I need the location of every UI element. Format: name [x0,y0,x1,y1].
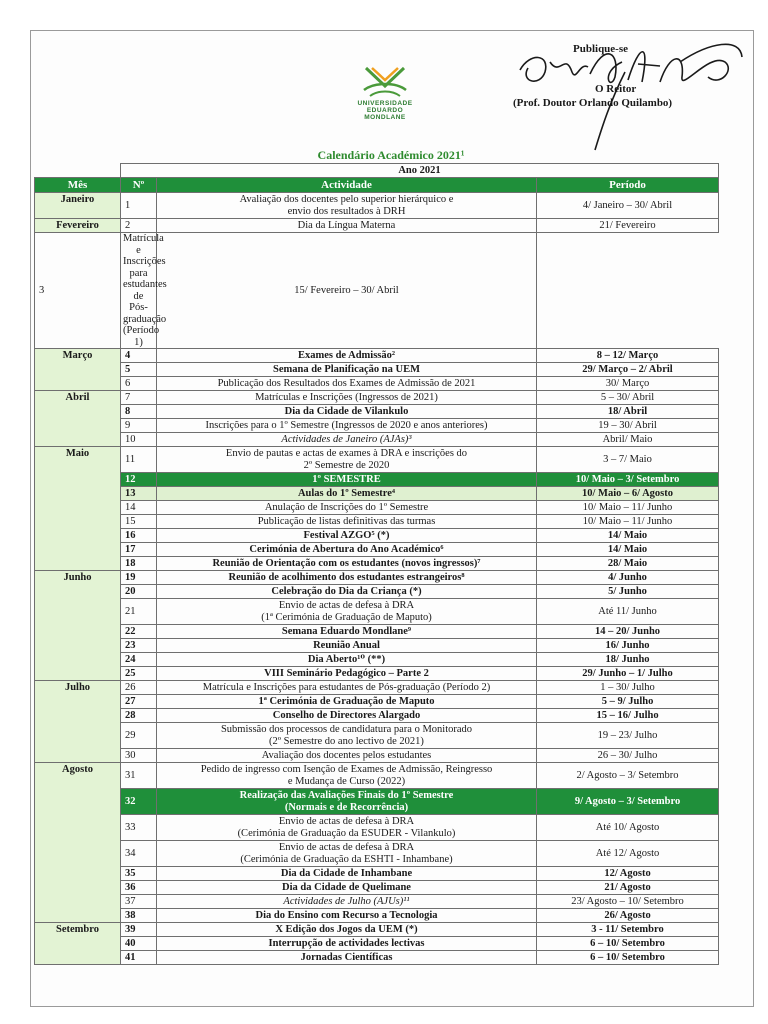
activity-text: Avaliação dos docentes pelo superior hierárquico e [239,194,454,205]
activity-text: 1º SEMESTRE [312,473,381,485]
activity-text: Semana de Planificação na UEM [273,363,420,375]
row-number: 13 [121,487,157,501]
table-row [35,923,719,937]
period-cell: 18/ Abril [537,405,719,419]
reitor-name: (Prof. Doutor Orlando Quilambo) [513,97,673,109]
activity-text: Aulas do 1º Semestre⁴ [297,487,396,499]
period-cell: 14/ Maio [537,543,719,557]
period-cell: 18/ Junho [537,653,719,667]
period-cell: 15 – 16/ Julho [537,709,719,723]
period-cell: 4/ Janeiro – 30/ Abril [537,193,719,219]
table-row [35,789,719,815]
activity-cell [157,557,537,571]
activity-cell [157,695,537,709]
table-row [35,405,719,419]
activity-text: Submissão dos processos de candidatura para o Monitorado [220,724,473,735]
table-row [35,895,719,909]
row-number: 32 [121,789,157,815]
activity-text: Dia Aberto¹⁰ (**) [307,653,386,665]
activity-text: Publicação de listas definitivas das turmas [257,515,436,527]
row-number: 9 [121,419,157,433]
table-row [35,571,719,585]
period-cell: 2/ Agosto – 3/ Setembro [537,763,719,789]
activity-cell [157,487,537,501]
activity-cell [121,233,167,349]
activity-cell [157,723,537,749]
table-row [35,625,719,639]
activity-text: Matrícula e Inscrições para estudantes de Pós-graduação (Período 1) [123,233,167,348]
table-header [35,178,719,193]
activity-text: Dia do Ensino com Recurso a Tecnologia [255,909,438,921]
activity-cell [157,895,537,909]
activity-text: Inscrições para o 1º Semestre (Ingressos de 2020 e anos anteriores) [205,419,488,431]
university-logo [350,64,420,134]
period-cell: 15/ Fevereiro – 30/ Abril [157,233,537,349]
activity-text: envio dos resultados à DRH [287,205,406,217]
uem-emblem-icon [362,64,408,100]
activity-cell [157,473,537,487]
col-actividade: Actividade [157,178,537,193]
row-number: 12 [121,473,157,487]
period-cell: 19 – 23/ Julho [537,723,719,749]
activity-cell [157,447,537,473]
activity-text: Dia da Cidade de Inhambane [280,867,413,879]
row-number: 24 [121,653,157,667]
activity-text: Envio de actas de defesa à DRA [278,816,415,827]
table-row [35,723,719,749]
activity-text: Dia da Língua Materna [297,219,396,231]
activity-text: (Cerimónia de Graduação da ESUDER - Vilankulo) [237,827,456,839]
activity-cell [157,391,537,405]
row-number: 26 [121,681,157,695]
period-cell: 3 – 7/ Maio [537,447,719,473]
period-cell: 8 – 12/ Março [537,349,719,363]
table-row [35,419,719,433]
period-cell: 9/ Agosto – 3/ Setembro [537,789,719,815]
row-number: 30 [121,749,157,763]
row-number: 37 [121,895,157,909]
activity-text: Reunião Anual [313,639,380,651]
period-cell: 5 – 30/ Abril [537,391,719,405]
period-cell: 29/ Março – 2/ Abril [537,363,719,377]
period-cell: 16/ Junho [537,639,719,653]
activity-text: Publicação dos Resultados dos Exames de Admissão de 2021 [217,377,476,389]
row-number: 11 [121,447,157,473]
activity-cell [157,763,537,789]
activity-text: 1ª Cerimónia de Graduação de Maputo [258,695,435,707]
activity-text: e Mudança de Curso (2022) [287,775,406,787]
period-cell: 10/ Maio – 6/ Agosto [537,487,719,501]
activity-cell [157,501,537,515]
table-row [35,447,719,473]
table-row [35,937,719,951]
month-cell: Setembro [35,923,121,965]
row-number: 7 [121,391,157,405]
month-cell: Abril [35,391,121,447]
row-number: 10 [121,433,157,447]
activity-text: Dia da Cidade de Vilankulo [284,405,409,417]
table-row [35,867,719,881]
activity-cell [157,951,537,965]
activity-cell [157,841,537,867]
row-number: 21 [121,599,157,625]
table-row [35,433,719,447]
period-cell: 28/ Maio [537,557,719,571]
period-cell: 14 – 20/ Junho [537,625,719,639]
activity-text: Realização das Avaliações Finais do 1º Semestre [239,790,454,801]
activity-text: Reunião de Orientação com os estudantes (novos ingressos)⁷ [212,557,481,569]
period-cell: 5/ Junho [537,585,719,599]
month-cell: Fevereiro [35,219,121,233]
row-number: 33 [121,815,157,841]
activity-cell [157,923,537,937]
activity-text: Anulação de Inscrições do 1º Semestre [264,501,429,513]
table-row [35,667,719,681]
table-row [35,763,719,789]
reitor-text: O Reitor [595,83,637,95]
table-row [35,391,719,405]
activity-text: Matrícula e Inscrições para estudantes de Pós-graduação (Período 2) [202,681,491,693]
period-cell: 14/ Maio [537,529,719,543]
activity-text: Reunião de acolhimento dos estudantes estrangeiros⁸ [228,571,465,583]
activity-text: Dia da Cidade de Quelimane [282,881,411,893]
table-row [35,695,719,709]
activity-text: Envio de actas de defesa à DRA [278,842,415,853]
period-cell: 12/ Agosto [537,867,719,881]
logo-line-2: EDUARDO [366,107,404,114]
activity-cell [157,881,537,895]
period-cell: Até 12/ Agosto [537,841,719,867]
row-number: 20 [121,585,157,599]
publique-text: Publique-se [573,43,629,55]
month-cell: Agosto [35,763,121,923]
activity-cell [157,529,537,543]
activity-cell [157,515,537,529]
activity-text: X Edição dos Jogos da UEM (*) [275,923,418,935]
calendar-table [34,163,719,965]
table-row [35,749,719,763]
period-cell: 5 – 9/ Julho [537,695,719,709]
table-row [35,487,719,501]
table-row [35,639,719,653]
activity-cell [157,543,537,557]
period-cell: 4/ Junho [537,571,719,585]
activity-cell [157,639,537,653]
activity-text: Avaliação dos docentes pelos estudantes [261,749,432,761]
activity-text: Cerimónia de Abertura do Ano Académico⁶ [249,543,444,555]
row-number: 15 [121,515,157,529]
period-cell: 30/ Março [537,377,719,391]
table-row [35,233,719,349]
table-row [35,377,719,391]
row-number: 35 [121,867,157,881]
activity-text: Exames de Admissão² [297,349,396,361]
activity-text: (2º Semestre do ano lectivo de 2021) [269,735,424,747]
row-number: 36 [121,881,157,895]
row-number: 40 [121,937,157,951]
table-row [35,501,719,515]
period-cell: 6 – 10/ Setembro [537,951,719,965]
activity-text: (Normais e de Recorrência) [284,801,409,813]
period-cell: 26 – 30/ Julho [537,749,719,763]
period-cell: 29/ Junho – 1/ Julho [537,667,719,681]
activity-cell [157,909,537,923]
activity-cell [157,599,537,625]
period-cell: 10/ Maio – 11/ Junho [537,501,719,515]
period-cell: Até 10/ Agosto [537,815,719,841]
activity-cell [157,789,537,815]
period-cell: 19 – 30/ Abril [537,419,719,433]
period-cell: 26/ Agosto [537,909,719,923]
table-row [35,557,719,571]
logo-line-1: UNIVERSIDADE [357,100,413,107]
month-cell: Julho [35,681,121,763]
signature-image [510,32,750,152]
table-row [35,881,719,895]
year-row [35,164,719,178]
row-number: 29 [121,723,157,749]
period-cell: 6 – 10/ Setembro [537,937,719,951]
activity-cell [157,193,537,219]
logo-line-3: MONDLANE [364,114,406,121]
activity-text: Envio de actas de defesa à DRA [278,600,415,611]
table-row [35,681,719,695]
col-mes: Mês [35,178,121,193]
period-cell: 10/ Maio – 3/ Setembro [537,473,719,487]
row-number: 1 [121,193,157,219]
period-cell: 10/ Maio – 11/ Junho [537,515,719,529]
activity-cell [157,749,537,763]
row-number: 34 [121,841,157,867]
activity-cell [157,667,537,681]
activity-text: Actividades de Julho (AJUs)¹¹ [283,895,410,907]
month-cell: Janeiro [35,193,121,219]
table-row [35,515,719,529]
table-row [35,473,719,487]
month-cell: Março [35,349,121,391]
col-periodo: Período [537,178,719,193]
table-row [35,585,719,599]
period-cell: 1 – 30/ Julho [537,681,719,695]
period-cell: 21/ Fevereiro [537,219,719,233]
row-number: 23 [121,639,157,653]
activity-cell [157,867,537,881]
activity-text: Conselho de Directores Alargado [272,709,421,721]
table-row [35,841,719,867]
activity-cell [157,405,537,419]
table-row [35,349,719,363]
row-number: 17 [121,543,157,557]
row-number: 19 [121,571,157,585]
table-row [35,653,719,667]
table-row [35,709,719,723]
row-number: 3 [35,233,121,349]
table-row [35,909,719,923]
table-row [35,193,719,219]
activity-text: Celebração do Dia da Criança (*) [271,585,422,597]
activity-cell [157,653,537,667]
col-num: Nº [121,178,157,193]
activity-cell [157,363,537,377]
activity-text: Interrupção de actividades lectivas [268,937,425,949]
period-cell: 23/ Agosto – 10/ Setembro [537,895,719,909]
period-cell: 21/ Agosto [537,881,719,895]
activity-cell [157,709,537,723]
row-number: 8 [121,405,157,419]
activity-text: Envio de pautas e actas de exames à DRA e inscrições do [225,448,468,459]
table-row [35,599,719,625]
period-cell: 3 - 11/ Setembro [537,923,719,937]
activity-text: Semana Eduardo Mondlane⁹ [281,625,412,637]
period-cell: Até 11/ Junho [537,599,719,625]
row-number: 16 [121,529,157,543]
year-label: Ano 2021 [121,164,719,178]
row-number: 39 [121,923,157,937]
row-number: 28 [121,709,157,723]
table-row [35,951,719,965]
row-number: 4 [121,349,157,363]
activity-text: Actividades de Janeiro (AJAs)³ [281,433,412,445]
activity-text: VIII Seminário Pedagógico – Parte 2 [264,667,429,679]
table-row [35,219,719,233]
month-cell: Junho [35,571,121,681]
activity-text: Jornadas Científicas [300,951,393,963]
row-number: 25 [121,667,157,681]
activity-cell [157,219,537,233]
period-cell: Abril/ Maio [537,433,719,447]
activity-cell [157,419,537,433]
activity-cell [157,585,537,599]
activity-text: Pedido de ingresso com Isenção de Exames de Admissão, Reingresso [200,764,493,775]
month-cell: Maio [35,447,121,571]
row-number: 2 [121,219,157,233]
activity-text: (1ª Cerimónia de Graduação de Maputo) [261,611,432,623]
row-number: 38 [121,909,157,923]
table-row [35,815,719,841]
activity-cell [157,681,537,695]
table-row [35,529,719,543]
activity-text: Matrículas e Inscrições (Ingressos de 2021) [255,391,438,403]
activity-cell [157,433,537,447]
row-number: 14 [121,501,157,515]
row-number: 31 [121,763,157,789]
row-number: 6 [121,377,157,391]
activity-cell [157,815,537,841]
activity-cell [157,571,537,585]
activity-text: Festival AZGO⁵ (*) [303,529,390,541]
table-row [35,363,719,377]
page-title: Calendário Académico 2021¹ [317,148,465,162]
row-number: 5 [121,363,157,377]
activity-cell [157,377,537,391]
activity-cell [157,625,537,639]
row-number: 27 [121,695,157,709]
activity-cell [157,937,537,951]
activity-cell [157,349,537,363]
activity-text: 2º Semestre de 2020 [303,459,390,471]
row-number: 18 [121,557,157,571]
table-row [35,543,719,557]
activity-text: (Cerimónia de Graduação da ESHTI - Inhambane) [240,853,453,865]
row-number: 22 [121,625,157,639]
row-number: 41 [121,951,157,965]
